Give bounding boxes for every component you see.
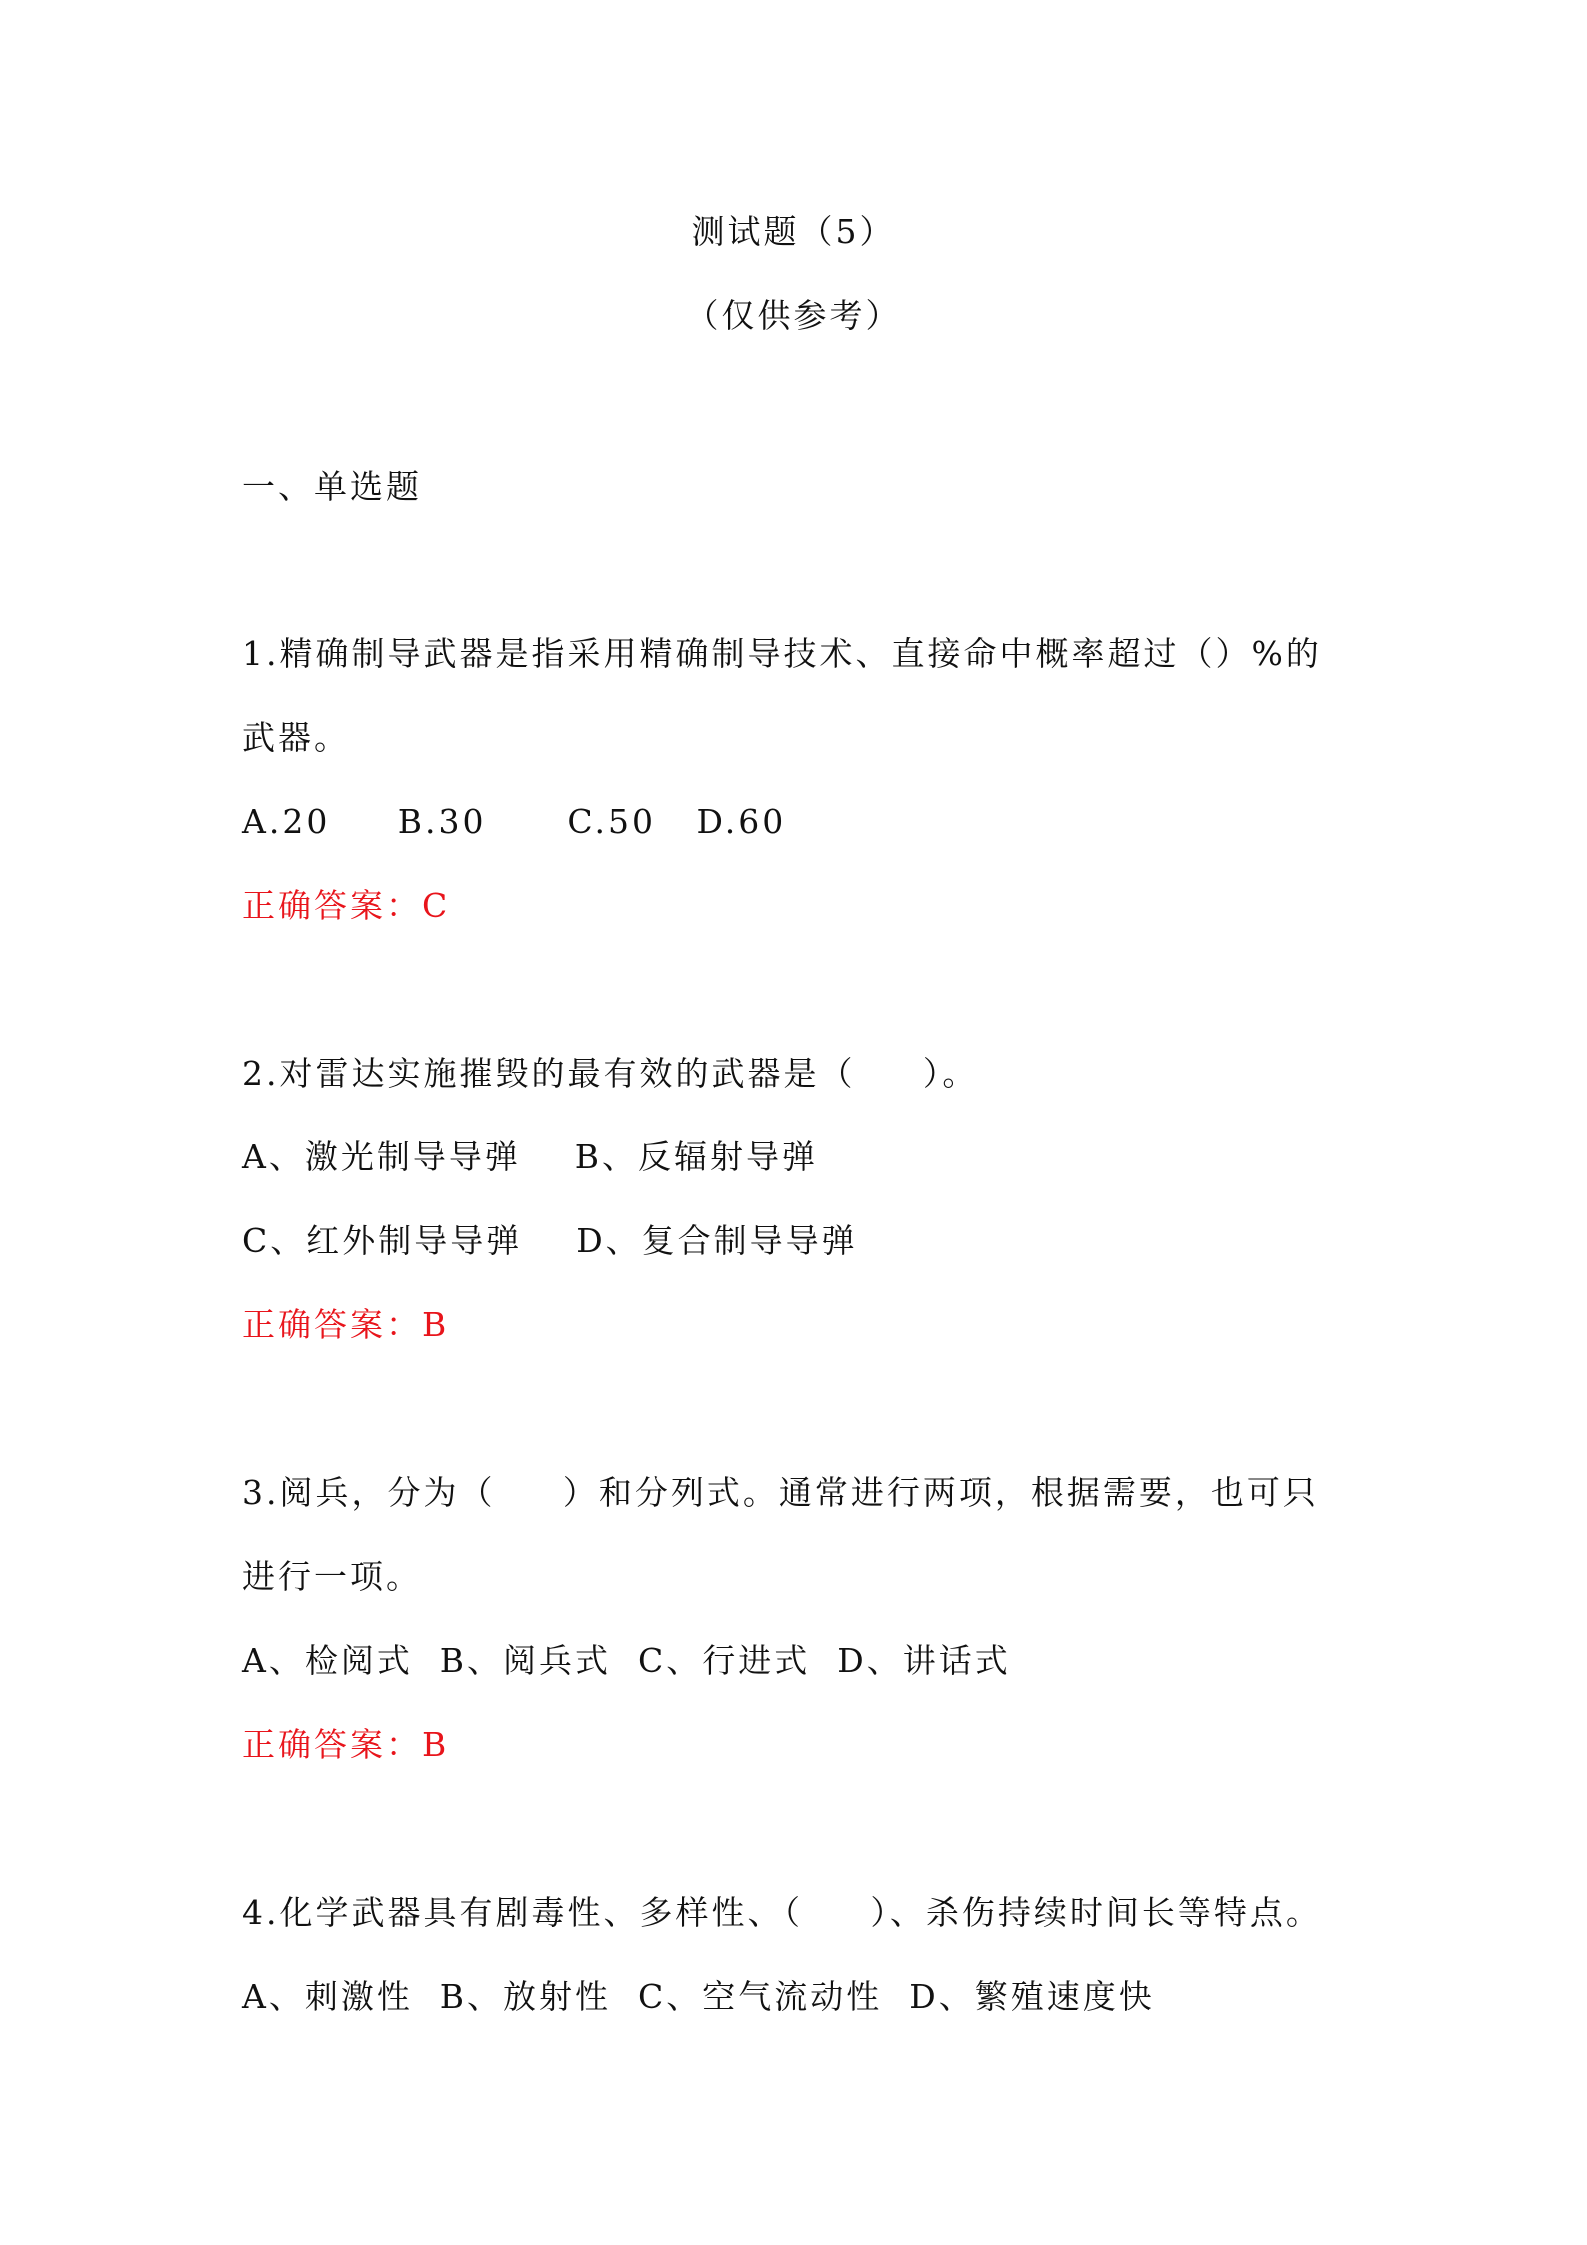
question-stem: 4.化学武器具有剧毒性、多样性、（ ）、杀伤持续时间长等特点。 bbox=[242, 1893, 1322, 1932]
document-title: 测试题（5） bbox=[691, 212, 896, 251]
question-stem: 2.对雷达实施摧毁的最有效的武器是（ ）。 bbox=[242, 1054, 979, 1093]
section-heading: 一、单选题 bbox=[242, 467, 422, 506]
question-stem: 进行一项。 bbox=[242, 1557, 422, 1596]
document-subtitle: （仅供参考） bbox=[685, 296, 902, 335]
question-stem: 3.阅兵，分为（ ）和分列式。通常进行两项，根据需要，也可只 bbox=[242, 1473, 1319, 1512]
correct-answer: 正确答案：B bbox=[242, 1725, 450, 1764]
question-options: A、刺激性 B、放射性 C、空气流动性 D、繁殖速度快 bbox=[242, 1977, 1155, 2016]
question-options: C、红外制导导弹 D、复合制导导弹 bbox=[242, 1221, 858, 1260]
question-options: A.20 B.30 C.50 D.60 bbox=[242, 802, 787, 841]
correct-answer: 正确答案：C bbox=[242, 886, 451, 925]
question-options: A、激光制导导弹 B、反辐射导弹 bbox=[242, 1137, 819, 1176]
question-stem: 1.精确制导武器是指采用精确制导技术、直接命中概率超过（）%的 bbox=[242, 634, 1322, 673]
question-stem: 武器。 bbox=[242, 718, 350, 757]
question-options: A、检阅式 B、阅兵式 C、行进式 D、讲话式 bbox=[242, 1641, 1011, 1680]
correct-answer: 正确答案：B bbox=[242, 1305, 450, 1344]
